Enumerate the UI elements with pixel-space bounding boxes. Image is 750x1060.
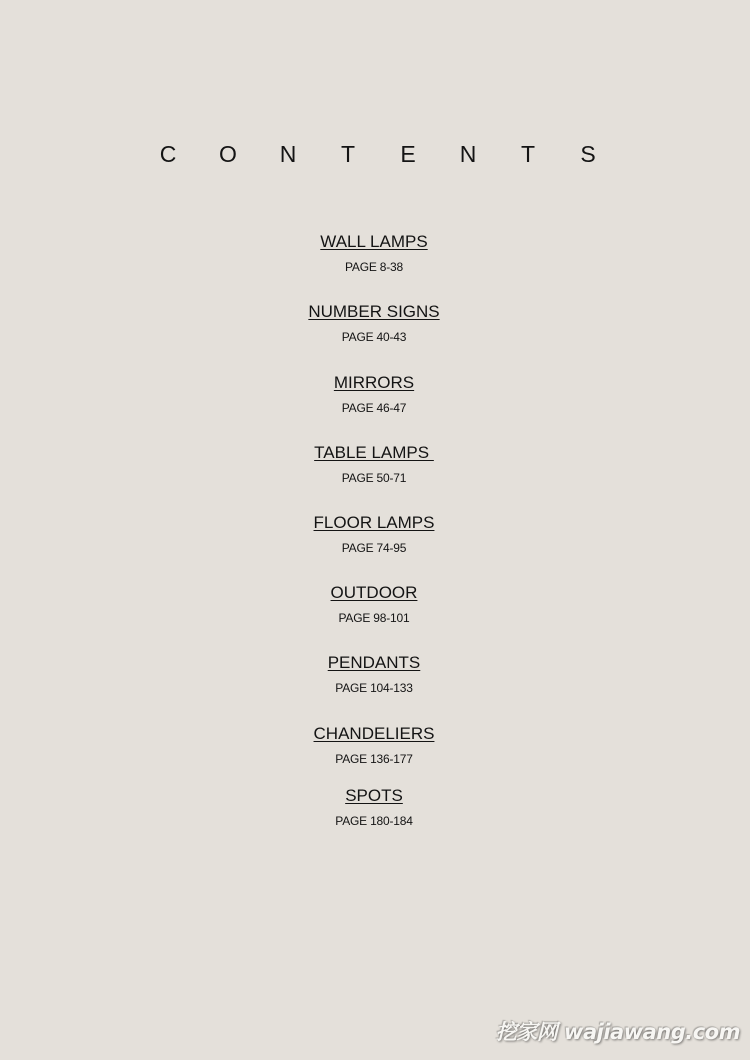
title-letter: T xyxy=(340,141,356,167)
toc-heading[interactable]: WALL LAMPS xyxy=(320,232,428,251)
toc-heading[interactable]: SPOTS xyxy=(345,786,403,805)
watermark: 挖家网 wajiawang.com xyxy=(495,1020,740,1044)
title-letter: O xyxy=(219,141,237,167)
toc-page-range: PAGE 74-95 xyxy=(341,541,407,555)
toc-entry-pendants xyxy=(0,653,748,695)
toc-page-range: PAGE 8-38 xyxy=(344,260,403,274)
toc-entry-chandeliers xyxy=(0,724,748,766)
toc-heading[interactable]: FLOOR LAMPS xyxy=(313,513,435,532)
title-letter: T xyxy=(520,141,536,167)
toc-entry-mirrors xyxy=(0,373,748,415)
toc-heading[interactable]: MIRRORS xyxy=(333,373,415,392)
toc-heading[interactable]: TABLE LAMPS xyxy=(314,443,434,462)
toc-heading[interactable]: CHANDELIERS xyxy=(313,724,435,743)
title-letter: C xyxy=(159,141,177,167)
toc-entry-floor-lamps xyxy=(0,513,748,555)
toc-page-range: PAGE 136-177 xyxy=(335,752,413,766)
title-letter: N xyxy=(459,141,477,167)
toc-heading[interactable]: OUTDOOR xyxy=(330,583,418,602)
title-letter: E xyxy=(400,141,416,167)
toc-page-range: PAGE 40-43 xyxy=(341,330,407,344)
toc-page-range: PAGE 104-133 xyxy=(335,681,413,695)
toc-entry-number-signs xyxy=(0,302,748,344)
toc-entry-table-lamps xyxy=(0,443,748,485)
toc-page-range: PAGE 50-71 xyxy=(341,471,407,485)
toc-page-range: PAGE 180-184 xyxy=(335,814,413,828)
toc-entry-outdoor xyxy=(0,583,748,625)
title-letter: N xyxy=(279,141,297,167)
toc-entry-wall-lamps xyxy=(0,232,748,274)
toc-heading[interactable]: NUMBER SIGNS xyxy=(308,302,440,321)
toc-page-range: PAGE 98-101 xyxy=(338,611,410,625)
page-title xyxy=(158,140,598,168)
title-letter: S xyxy=(580,141,596,167)
toc-heading[interactable]: PENDANTS xyxy=(327,653,421,672)
toc-entry-spots xyxy=(0,786,748,828)
toc-page-range: PAGE 46-47 xyxy=(341,401,407,415)
